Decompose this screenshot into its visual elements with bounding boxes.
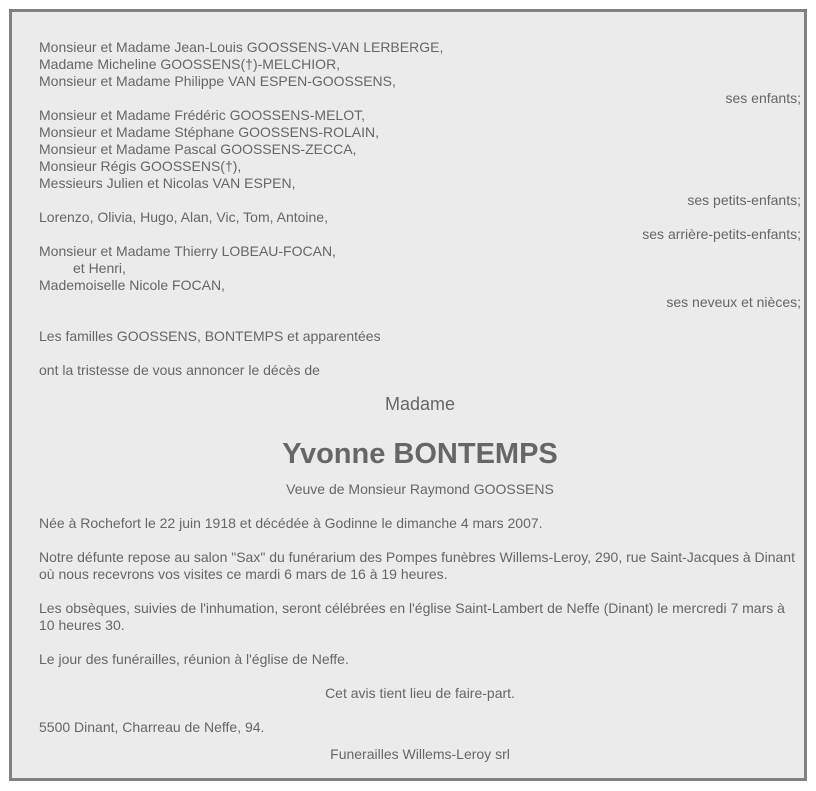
grandchildren-role: ses petits-enfants; [687, 192, 801, 208]
address-line: 5500 Dinant, Charreau de Neffe, 94. [39, 719, 265, 735]
spacer [39, 702, 801, 719]
grandchildren-line-5: Messieurs Julien et Nicolas VAN ESPEN, [39, 175, 296, 191]
nephews-line-3: Mademoiselle Nicole FOCAN, [39, 277, 225, 293]
grandchildren-line-2: Monsieur et Madame Stéphane GOOSSENS-ROLAIN, [39, 124, 380, 140]
grandchildren-line-3: Monsieur et Madame Pascal GOOSSENS-ZECCA, [39, 141, 357, 157]
notice-line: Cet avis tient lieu de faire-part. [325, 685, 515, 701]
grandchildren-line-1: Monsieur et Madame Frédéric GOOSSENS-MELOT, [39, 107, 365, 123]
spacer [39, 583, 801, 600]
spacer [39, 736, 801, 746]
children-line-2: Madame Micheline GOOSSENS(†)-MELCHIOR, [39, 56, 341, 72]
birth-death-line: Née à Rochefort le 22 juin 1918 et décédée à Godinne le dimanche 4 mars 2007. [39, 515, 543, 531]
families-line: Les familles GOOSSENS, BONTEMPS et apparentées [39, 328, 381, 344]
deceased-title: Madame [384, 394, 456, 414]
spacer [39, 634, 801, 651]
funeral-paragraph: Les obsèques, suivies de l'inhumation, seront célébrées en l'église Saint-Lambert de Neffe (Dinant) le mercredi 7 mars à 10 heures 30. [39, 600, 785, 633]
undertaker-line: Funerailles Willems-Leroy srl [330, 746, 510, 762]
nephews-line-1: Monsieur et Madame Thierry LOBEAU-FOCAN, [39, 243, 336, 259]
spacer [39, 532, 801, 549]
spacer [39, 668, 801, 685]
nephews-line-2: et Henri, [73, 260, 126, 276]
grandchildren-line-4: Monsieur Régis GOOSSENS(†), [39, 158, 242, 174]
spacer [39, 471, 801, 481]
meeting-line: Le jour des funérailles, réunion à l'église de Neffe. [39, 651, 349, 667]
announcement-line: ont la tristesse de vous annoncer le décès de [39, 362, 320, 378]
visitation-paragraph: Notre défunte repose au salon "Sax" du funérarium des Pompes funèbres Willems-Leroy, 290, rue Saint-Jacques à Dinant où nous recevrons vos visites ce mardi 6 mars de 16 à 19 heures. [39, 549, 795, 582]
deceased-name: Yvonne BONTEMPS [282, 438, 558, 470]
spacer [39, 498, 801, 515]
great-grandchildren-role: ses arrière-petits-enfants; [642, 226, 801, 242]
widow-of-line: Veuve de Monsieur Raymond GOOSSENS [286, 481, 554, 497]
notice-content [39, 39, 801, 763]
spacer [39, 311, 801, 328]
nephews-role: ses neveux et nièces; [666, 294, 801, 310]
children-line-1: Monsieur et Madame Jean-Louis GOOSSENS-VAN LERBERGE, [39, 39, 444, 55]
spacer [39, 345, 801, 362]
children-line-3: Monsieur et Madame Philippe VAN ESPEN-GOOSSENS, [39, 73, 396, 89]
great-grandchildren-line: Lorenzo, Olivia, Hugo, Alan, Vic, Tom, Antoine, [39, 209, 328, 225]
children-role: ses enfants; [725, 90, 801, 106]
notice-frame [9, 9, 807, 781]
